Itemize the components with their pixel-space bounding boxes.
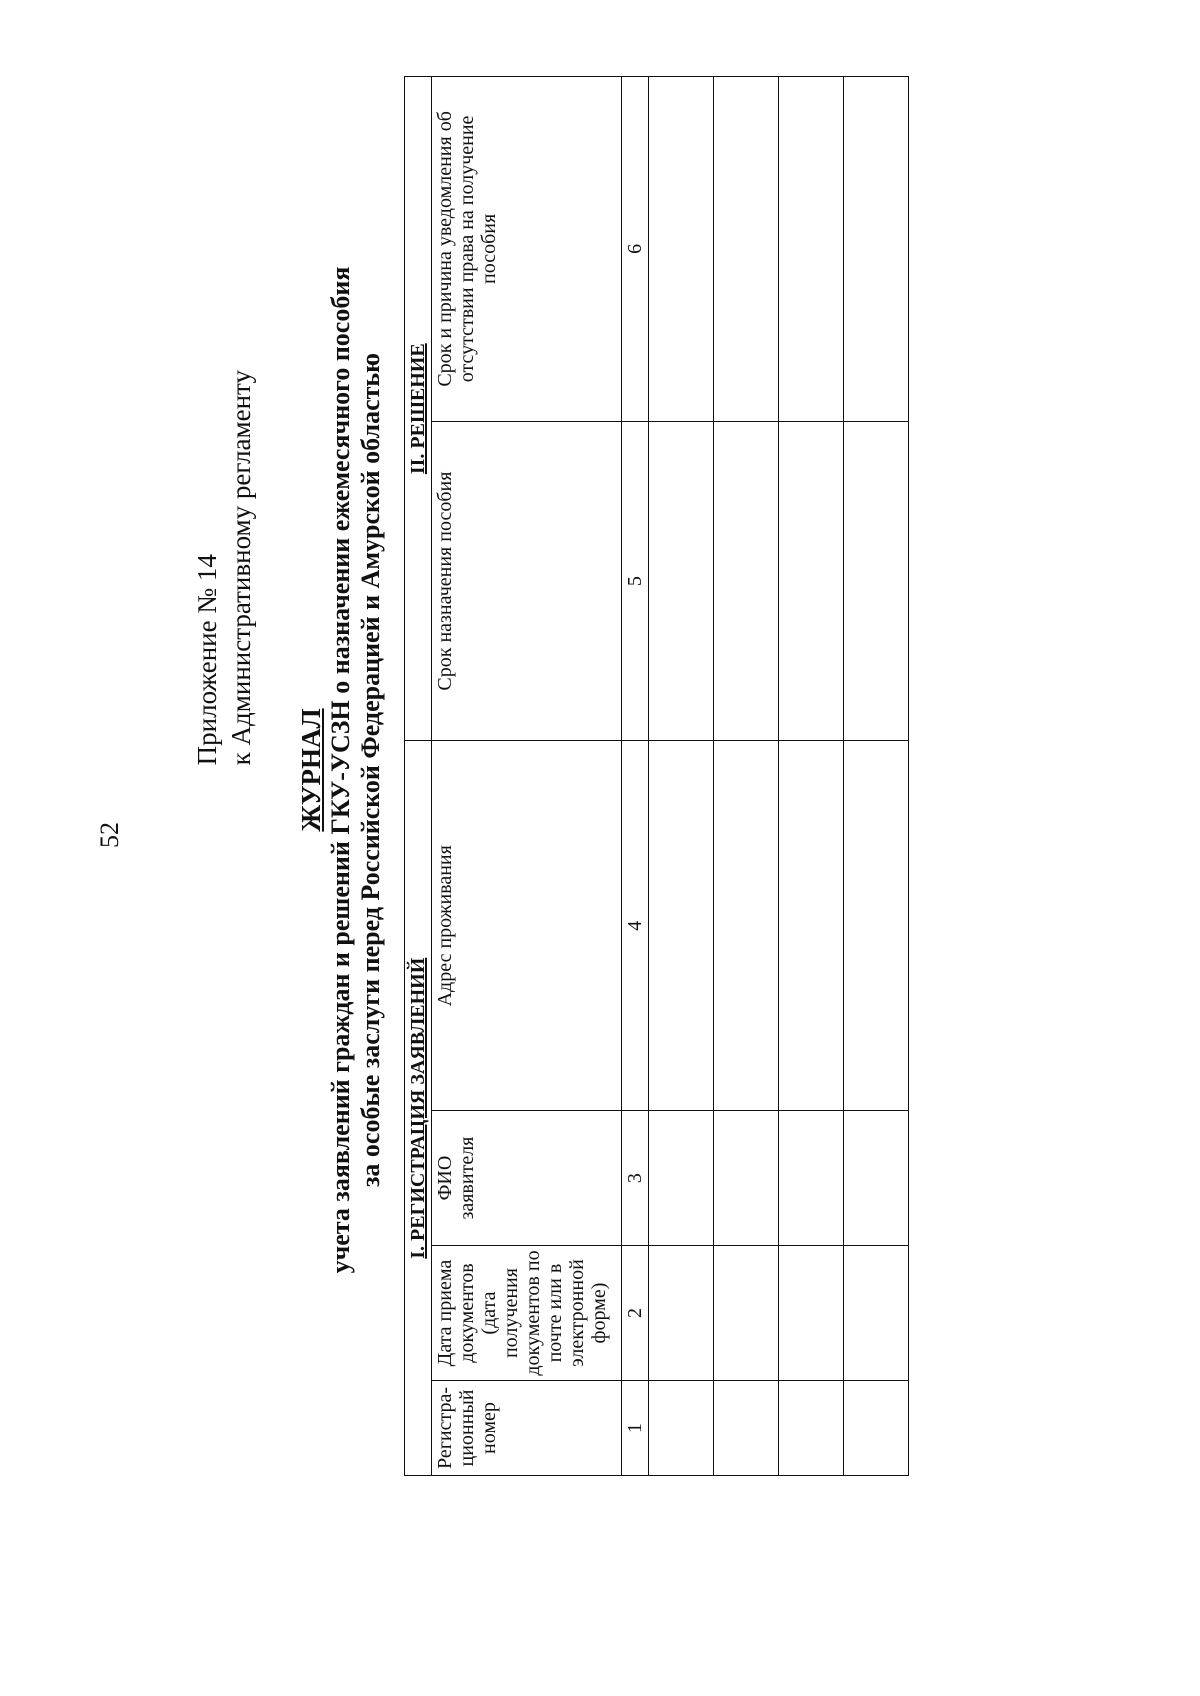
empty-cell — [714, 1381, 779, 1476]
appendix-line-1: Приложение № 14 — [192, 554, 222, 766]
empty-cell — [779, 1246, 844, 1381]
journal-title — [296, 20, 386, 1520]
page-number: 52 — [95, 822, 124, 848]
journal-table — [404, 76, 909, 1476]
journal-title-line-1: учета заявлений граждан и решений ГКУ-УСЗН о назначении ежемесячного пособия — [326, 266, 355, 1274]
appendix-line-2: к Административному регламенту — [226, 370, 256, 766]
empty-row — [649, 77, 714, 1476]
column-number: 4 — [622, 741, 649, 1111]
header-benefit-term: Срок назначения пособия — [432, 421, 622, 741]
header-notification-term: Срок и причина уведомления об отсутствии права на получение пособия — [432, 77, 622, 422]
empty-cell — [844, 1381, 909, 1476]
empty-cell — [649, 421, 714, 741]
empty-cell — [714, 1111, 779, 1246]
column-number: 6 — [622, 77, 649, 422]
empty-cell — [844, 421, 909, 741]
empty-cell — [649, 1246, 714, 1381]
empty-cell — [779, 1381, 844, 1476]
header-registration-number: Регистра-ционный номер — [432, 1381, 622, 1476]
empty-cell — [714, 1246, 779, 1381]
section-header-row — [405, 77, 432, 1476]
column-number: 1 — [622, 1381, 649, 1476]
section-registration: I. РЕГИСТРАЦИЯ ЗАЯВЛЕНИЙ — [405, 741, 432, 1476]
empty-row — [779, 77, 844, 1476]
empty-cell — [649, 1111, 714, 1246]
section-decision: II. РЕШЕНИЕ — [405, 77, 432, 741]
empty-cell — [714, 421, 779, 741]
column-header-row — [432, 77, 622, 1476]
column-number-row — [622, 77, 649, 1476]
landscape-sheet — [148, 80, 888, 1520]
empty-cell — [844, 1246, 909, 1381]
empty-cell — [649, 1381, 714, 1476]
empty-cell — [844, 741, 909, 1111]
appendix-note — [190, 370, 258, 765]
empty-cell — [844, 77, 909, 422]
journal-title-main: ЖУРНАЛ — [296, 708, 326, 832]
empty-row — [714, 77, 779, 1476]
empty-row — [844, 77, 909, 1476]
empty-cell — [649, 77, 714, 422]
column-number: 5 — [622, 421, 649, 741]
empty-cell — [714, 77, 779, 422]
column-number: 3 — [622, 1111, 649, 1246]
empty-cell — [779, 421, 844, 741]
journal-title-line-2: за особые заслуги перед Российской Федерацией и Амурской областью — [356, 352, 385, 1188]
column-number: 2 — [622, 1246, 649, 1381]
header-document-date: Дата приема документов (дата получения документов по почте или в электронной форме) — [432, 1246, 622, 1381]
empty-cell — [779, 741, 844, 1111]
empty-cell — [779, 1111, 844, 1246]
empty-cell — [714, 741, 779, 1111]
empty-cell — [649, 741, 714, 1111]
empty-cell — [844, 1111, 909, 1246]
header-applicant-name: ФИО заявителя — [432, 1111, 622, 1246]
empty-cell — [779, 77, 844, 422]
header-address: Адрес проживания — [432, 741, 622, 1111]
